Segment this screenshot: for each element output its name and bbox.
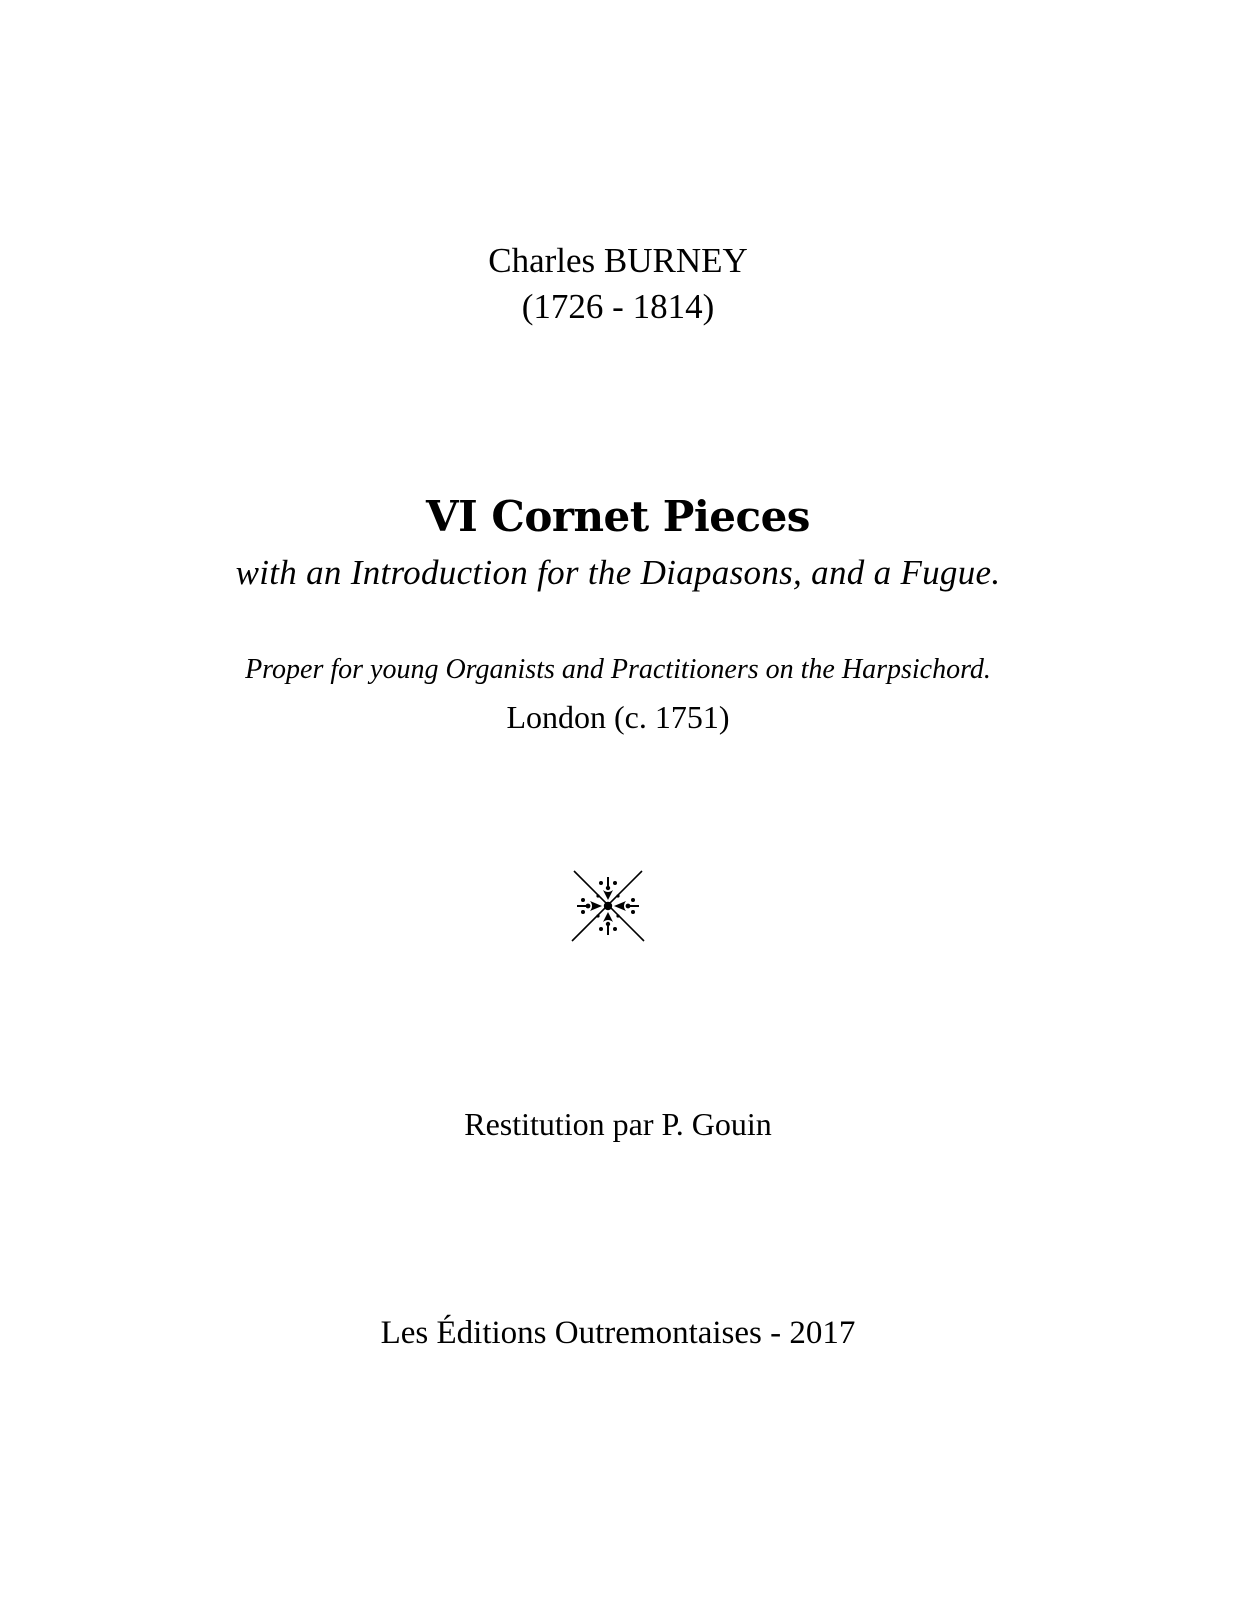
work-subtitle: with an Introduction for the Diapasons, and a Fugue. — [235, 553, 1001, 592]
work-title: VI Cornet Pieces — [426, 492, 810, 541]
fleuron-ornament-icon — [568, 868, 648, 944]
work-place: London (c. 1751) — [506, 699, 730, 735]
composer-name: Charles BURNEY — [488, 241, 748, 280]
publisher-line: Les Éditions Outremontaises - 2017 — [380, 1315, 856, 1351]
composer-dates: (1726 - 1814) — [521, 287, 715, 326]
restitution-credit: Restitution par P. Gouin — [464, 1106, 772, 1142]
work-dedication: Proper for young Organists and Practitioners on the Harpsichord. — [245, 654, 991, 685]
